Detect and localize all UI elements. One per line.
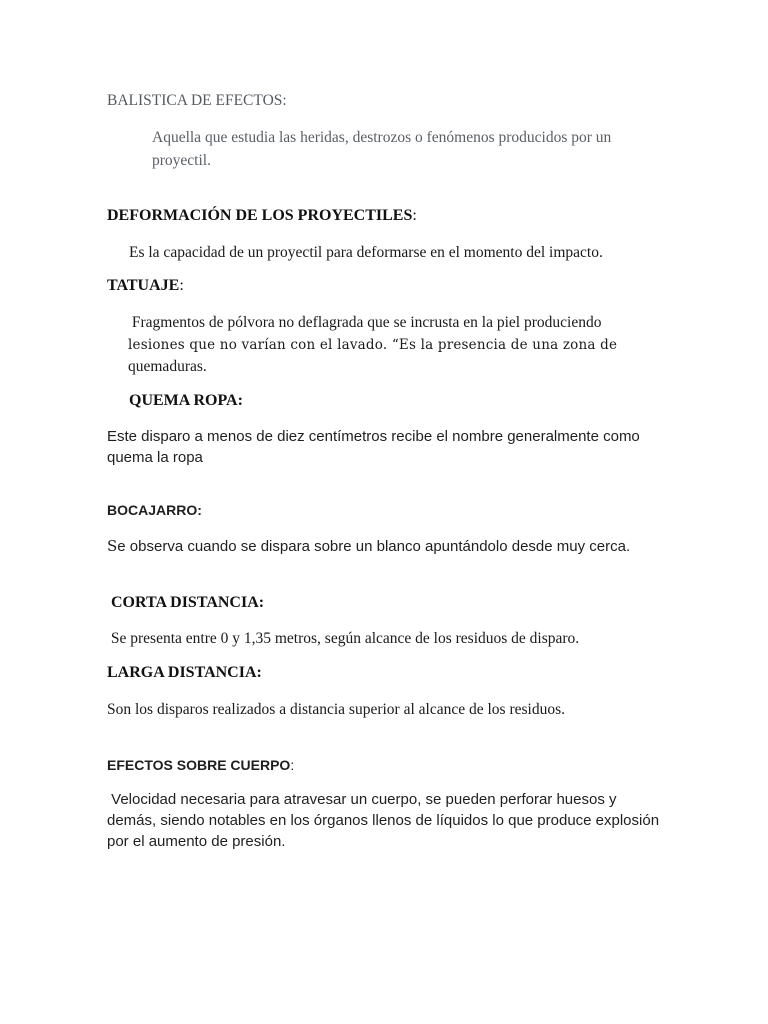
heading-quema-ropa: QUEMA ROPA: [129,392,243,409]
heading-efectos-cuerpo-text: EFECTOS SOBRE CUERPO [107,757,291,773]
heading-deformacion [107,207,417,225]
paragraph-tatuaje-line2: lesiones que no varían con el lavado. “Es la presencia de una zona de [128,337,618,353]
paragraph-tatuaje-line1: Fragmentos de pólvora no deflagrada que se incrusta en la piel produciendo [128,314,602,331]
heading-bocajarro: BOCAJARRO: [107,502,202,518]
heading-efectos-cuerpo-colon: : [290,757,295,773]
heading-tatuaje [107,277,184,295]
paragraph-quema-ropa-line2: quema la ropa [107,449,203,466]
paragraph-deformacion: Es la capacidad de un proyectil para deformarse en el momento del impacto. [129,244,603,261]
paragraph-corta-distancia: Se presenta entre 0 y 1,35 metros, según alcance de los residuos de disparo. [107,630,580,647]
paragraph-quema-ropa [107,426,640,468]
paragraph-efectos-cuerpo-line2: demás, siendo notables en los órganos llenos de líquidos lo que produce explosión [107,812,660,829]
paragraph-larga-distancia: Son los disparos realizados a distancia superior al alcance de los residuos. [107,701,565,718]
heading-larga-distancia: LARGA DISTANCIA: [107,664,262,681]
paragraph-efectos-cuerpo-line3: por el aumento de presión. [107,833,286,850]
heading-efectos-cuerpo [107,757,294,773]
paragraph-bocajarro [107,536,630,557]
paragraph-bocajarro-first-letter: S [107,537,118,555]
heading-balistica-text: BALISTICA DE EFECTOS [107,92,283,109]
heading-deformacion-text: DEFORMACIÓN DE LOS PROYECTILES [107,207,413,224]
paragraph-tatuaje [128,312,617,378]
heading-balistica [107,92,287,110]
heading-deformacion-colon: : [412,207,417,224]
paragraph-tatuaje-line3: quemaduras. [128,358,207,375]
heading-corta-distancia: CORTA DISTANCIA: [107,594,265,611]
paragraph-balistica [152,126,611,172]
paragraph-efectos-cuerpo [107,789,659,852]
paragraph-balistica-line1: Aquella que estudia las heridas, destrozos o fenómenos producidos por un [152,129,612,146]
paragraph-quema-ropa-line1: Este disparo a menos de diez centímetros recibe el nombre generalmente como [107,428,640,445]
heading-tatuaje-colon: : [179,277,184,294]
paragraph-bocajarro-rest: e observa cuando se dispara sobre un blanco apuntándolo desde muy cerca. [117,538,631,555]
heading-tatuaje-text: TATUAJE [107,277,180,294]
heading-balistica-colon: : [282,92,287,109]
paragraph-balistica-line2: proyectil. [152,152,211,169]
paragraph-efectos-cuerpo-line1: Velocidad necesaria para atravesar un cuerpo, se pueden perforar huesos y [107,791,617,808]
